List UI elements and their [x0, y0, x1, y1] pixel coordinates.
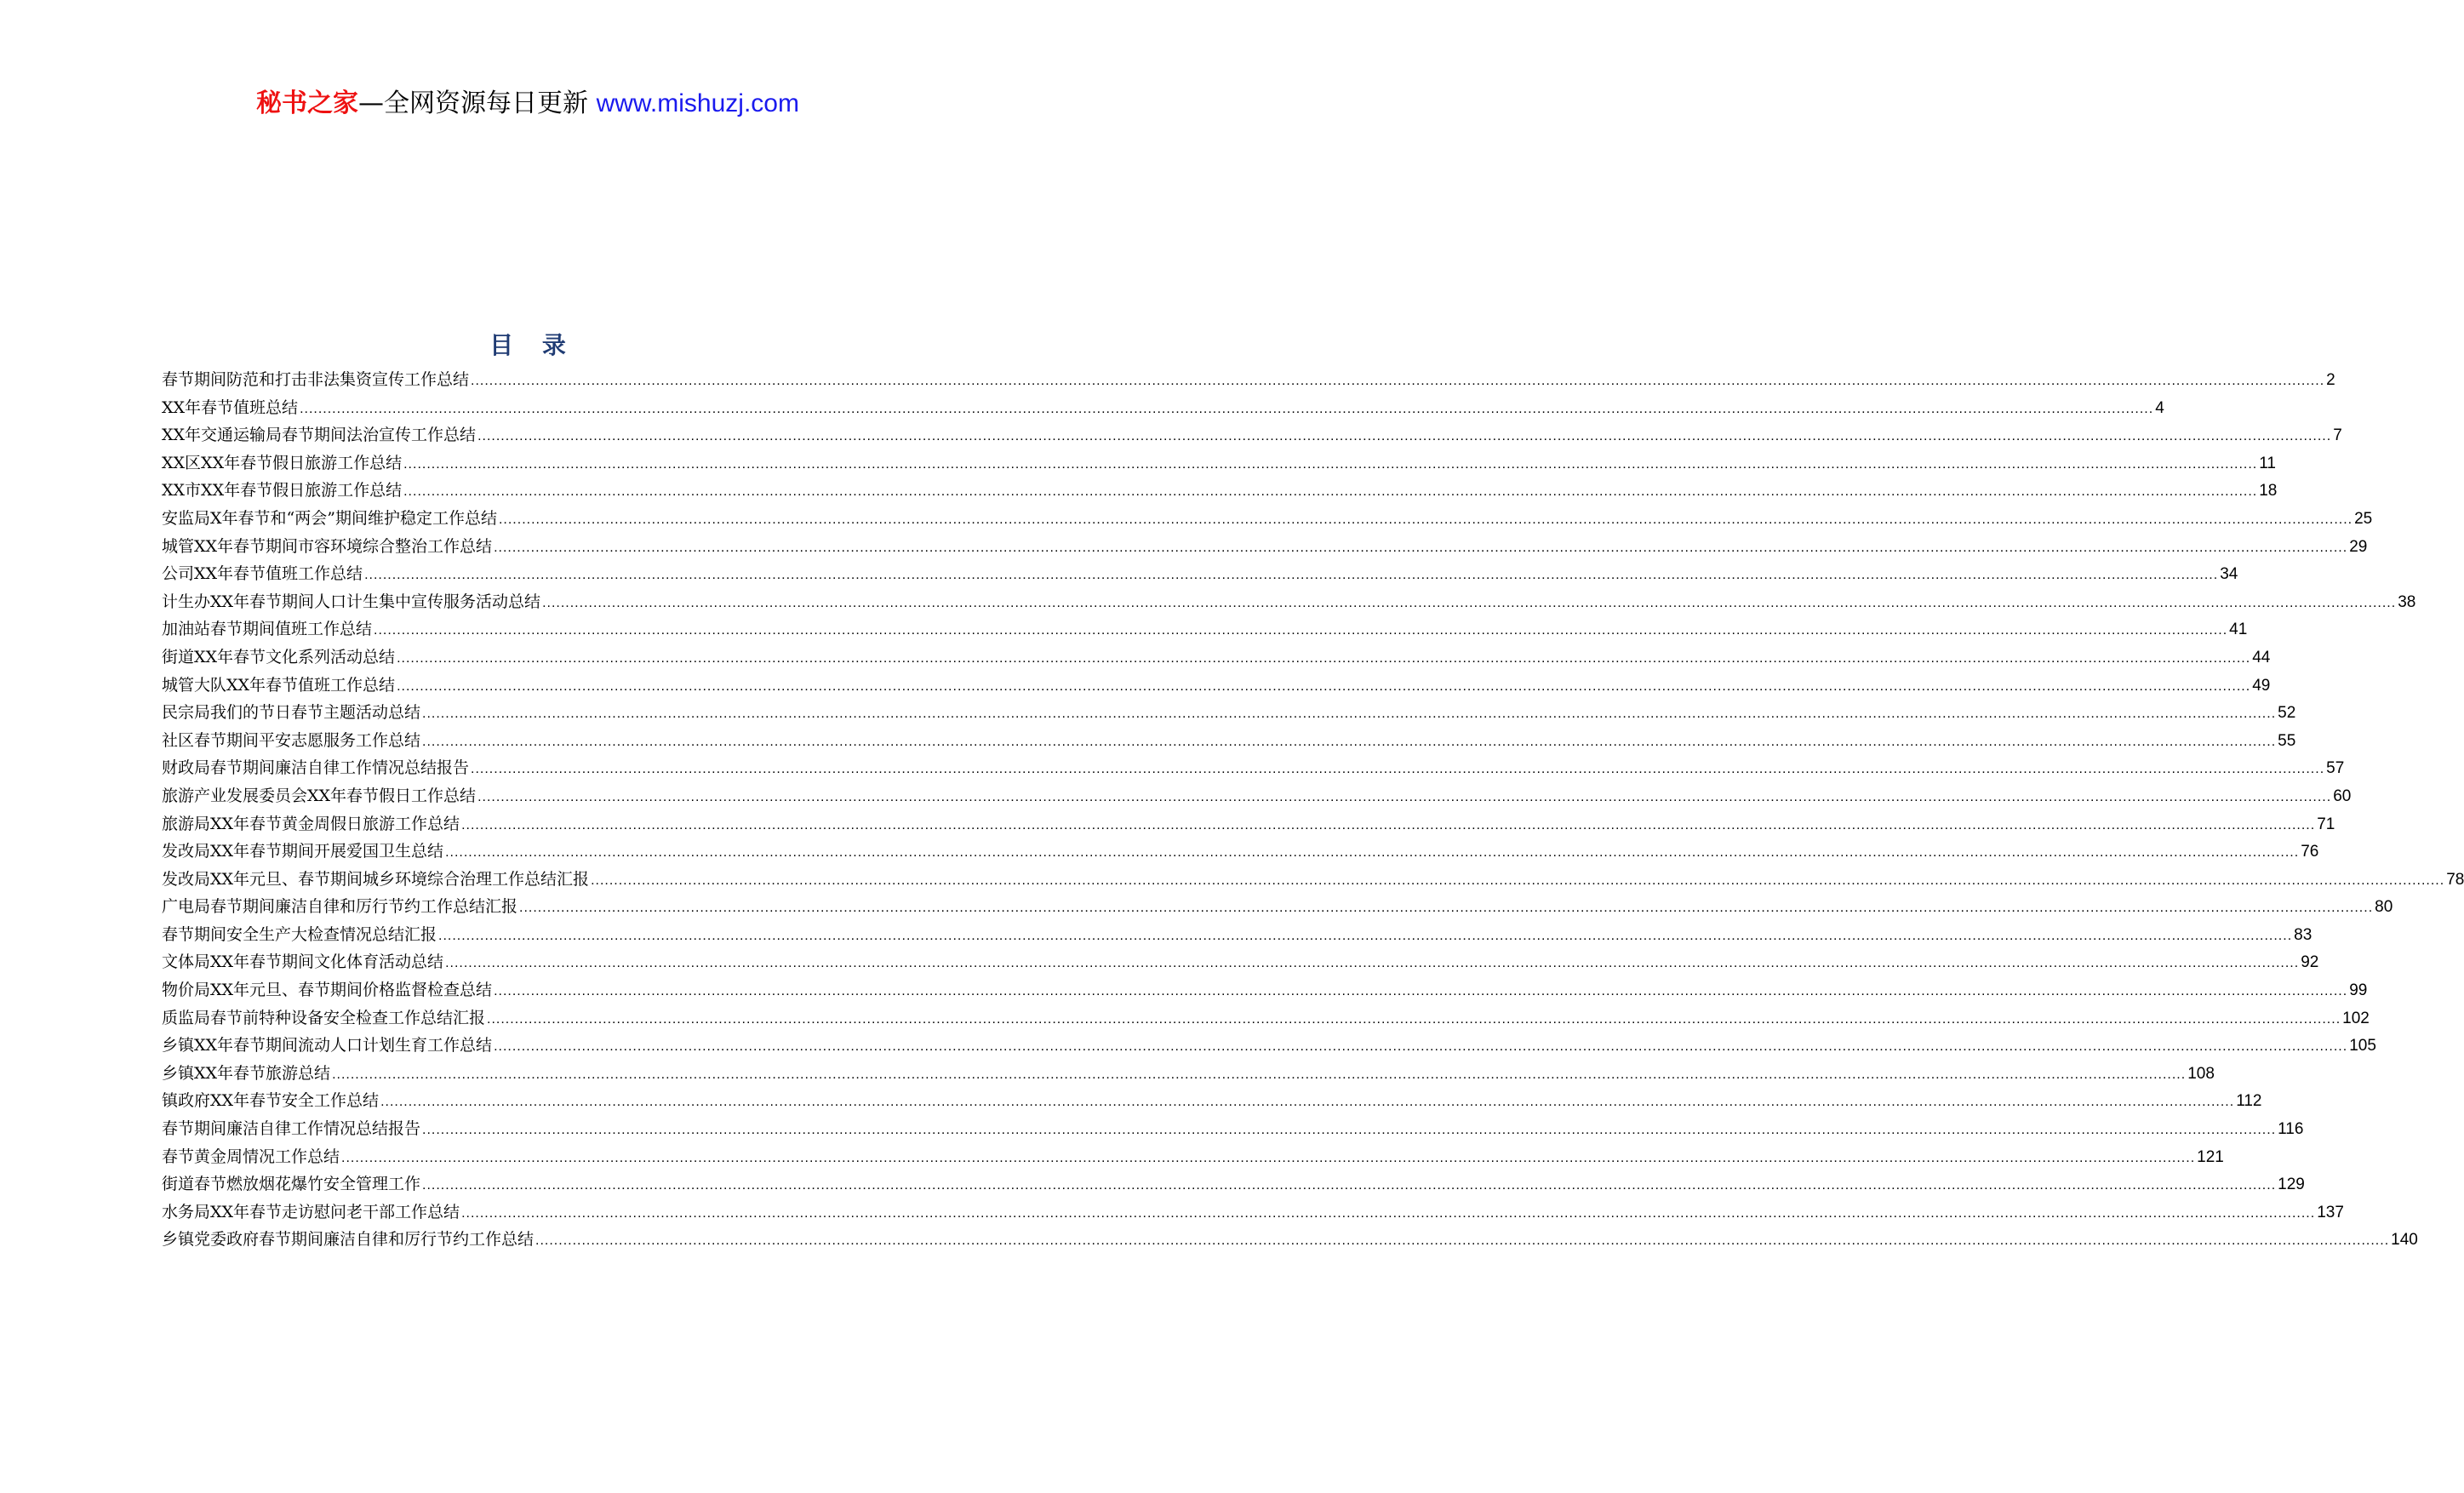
- dot-leader: ................................................................................................................................................................................................................................................................................................................................................................................................................: [445, 845, 2300, 861]
- toc-entry-page-number: 55: [2278, 731, 2296, 750]
- toc-entry-label: 街道春节燃放烟花爆竹安全管理工作: [162, 1175, 421, 1194]
- toc-entry[interactable]: [162, 1060, 2215, 1088]
- dot-leader: ................................................................................................................................................................................................................................................................................................................................................................................................................: [471, 374, 2325, 388]
- toc-entry-label: 计生办XX年春节期间人口计生集中宣传服务活动总结: [162, 592, 541, 611]
- toc-entry[interactable]: [162, 1170, 2305, 1198]
- toc-entry-page-number: 71: [2317, 815, 2335, 833]
- toc-entry[interactable]: [162, 866, 2464, 894]
- toc-entry-label: 城管大队XX年春节值班工作总结: [162, 675, 396, 695]
- toc-entry-label: 公司XX年春节值班工作总结: [162, 564, 363, 584]
- toc-entry[interactable]: [162, 838, 2319, 866]
- dot-leader: ................................................................................................................................................................................................................................................................................................................................................................................................................: [380, 1095, 2235, 1110]
- toc-entry-page-number: 4: [2155, 398, 2164, 417]
- banner-separator: —: [358, 89, 385, 118]
- toc-entry-page-number: 18: [2259, 482, 2278, 501]
- toc-entry-page-number: 140: [2391, 1231, 2418, 1250]
- toc-entry[interactable]: [162, 449, 2276, 478]
- dot-leader: ................................................................................................................................................................................................................................................................................................................................................................................................................: [397, 678, 2251, 694]
- toc-entry[interactable]: [162, 1198, 2344, 1227]
- toc-entry-page-number: 2: [2326, 371, 2335, 389]
- toc-entry-page-number: 25: [2354, 509, 2373, 528]
- banner-url-link[interactable]: www.mishuzj.com: [596, 89, 799, 117]
- toc-entry-page-number: 112: [2236, 1092, 2262, 1111]
- toc-entry-page-number: 76: [2301, 843, 2319, 861]
- dot-leader: ................................................................................................................................................................................................................................................................................................................................................................................................................: [477, 429, 2332, 444]
- toc-entry-label: 春节期间廉洁自律工作情况总结报告: [162, 1119, 421, 1139]
- toc-entry-label: 安监局X年春节和“两会”期间维护稳定工作总结: [162, 508, 497, 528]
- toc-entry[interactable]: [162, 893, 2393, 921]
- toc-entry-page-number: 108: [2187, 1064, 2215, 1083]
- dot-leader: ................................................................................................................................................................................................................................................................................................................................................................................................................: [364, 568, 2219, 583]
- toc-entry[interactable]: [162, 533, 2368, 561]
- toc-entry[interactable]: [162, 394, 2164, 422]
- toc-entry[interactable]: [162, 727, 2296, 755]
- table-of-contents: [162, 366, 2464, 1254]
- toc-entry-label: 发改局XX年元旦、春节期间城乡环境综合治理工作总结汇报: [162, 869, 590, 889]
- dot-leader: ................................................................................................................................................................................................................................................................................................................................................................................................................: [494, 540, 2348, 555]
- toc-entry-page-number: 49: [2252, 676, 2271, 695]
- toc-entry-page-number: 78: [2446, 870, 2464, 889]
- toc-entry-page-number: 137: [2317, 1203, 2344, 1221]
- dot-leader: ................................................................................................................................................................................................................................................................................................................................................................................................................: [461, 817, 2316, 832]
- dot-leader: ................................................................................................................................................................................................................................................................................................................................................................................................................: [498, 512, 2353, 527]
- toc-entry[interactable]: [162, 644, 2271, 672]
- toc-entry-page-number: 129: [2278, 1176, 2305, 1194]
- toc-entry[interactable]: [162, 810, 2335, 838]
- dot-leader: ................................................................................................................................................................................................................................................................................................................................................................................................................: [403, 484, 2258, 500]
- toc-title: 目 录: [489, 331, 576, 359]
- toc-entry[interactable]: [162, 754, 2345, 782]
- toc-entry-label: 发改局XX年春节期间开展爱国卫生总结: [162, 842, 444, 861]
- toc-entry-label: 广电局春节期间廉洁自律和厉行节约工作总结汇报: [162, 897, 518, 917]
- toc-entry-label: 社区春节期间平安志愿服务工作总结: [162, 730, 421, 750]
- toc-entry-page-number: 121: [2197, 1147, 2224, 1166]
- dot-leader: ................................................................................................................................................................................................................................................................................................................................................................................................................: [487, 1011, 2341, 1027]
- dot-leader: ................................................................................................................................................................................................................................................................................................................................................................................................................: [341, 1150, 2196, 1165]
- dot-leader: ................................................................................................................................................................................................................................................................................................................................................................................................................: [477, 789, 2332, 804]
- toc-entry-label: 乡镇XX年春节期间流动人口计划生育工作总结: [162, 1036, 493, 1055]
- toc-entry-label: 乡镇XX年春节旅游总结: [162, 1063, 331, 1083]
- toc-entry[interactable]: [162, 421, 2342, 449]
- toc-entry-label: 春节黄金周情况工作总结: [162, 1147, 340, 1166]
- dot-leader: ................................................................................................................................................................................................................................................................................................................................................................................................................: [542, 595, 2397, 610]
- dot-leader: ................................................................................................................................................................................................................................................................................................................................................................................................................: [422, 706, 2277, 722]
- banner-tagline: 全网资源每日更新: [384, 89, 589, 118]
- toc-entry-label: 乡镇党委政府春节期间廉洁自律和厉行节约工作总结: [162, 1230, 535, 1250]
- toc-entry[interactable]: [162, 948, 2319, 976]
- toc-entry-label: 质监局春节前特种设备安全检查工作总结汇报: [162, 1008, 486, 1027]
- dot-leader: ................................................................................................................................................................................................................................................................................................................................................................................................................: [461, 1205, 2316, 1221]
- toc-entry-page-number: 34: [2220, 565, 2238, 584]
- toc-entry-page-number: 29: [2349, 537, 2368, 556]
- toc-entry-label: 旅游局XX年春节黄金周假日旅游工作总结: [162, 814, 460, 833]
- toc-entry[interactable]: [162, 505, 2373, 533]
- toc-entry-label: 旅游产业发展委员会XX年春节假日工作总结: [162, 786, 477, 805]
- toc-entry-label: 民宗局我们的节日春节主题活动总结: [162, 703, 421, 723]
- dot-leader: ................................................................................................................................................................................................................................................................................................................................................................................................................: [471, 762, 2325, 777]
- toc-entry-page-number: 7: [2333, 426, 2342, 445]
- dot-leader: ................................................................................................................................................................................................................................................................................................................................................................................................................: [422, 734, 2277, 749]
- toc-entry[interactable]: [162, 1143, 2224, 1171]
- toc-entry-label: 物价局XX年元旦、春节期间价格监督检查总结: [162, 981, 493, 1000]
- toc-entry[interactable]: [162, 782, 2352, 810]
- toc-entry[interactable]: [162, 1004, 2370, 1033]
- toc-entry[interactable]: [162, 672, 2271, 700]
- dot-leader: ................................................................................................................................................................................................................................................................................................................................................................................................................: [403, 456, 2258, 472]
- toc-entry-label: 镇政府XX年春节安全工作总结: [162, 1091, 380, 1111]
- toc-entry-label: 加油站春节期间值班工作总结: [162, 620, 373, 639]
- toc-entry-label: 财政局春节期间廉洁自律工作情况总结报告: [162, 758, 470, 778]
- toc-entry-label: 春节期间防范和打击非法集资宣传工作总结: [162, 370, 470, 389]
- toc-entry-page-number: 11: [2259, 454, 2276, 472]
- toc-entry-page-number: 102: [2342, 1009, 2370, 1027]
- toc-entry-page-number: 116: [2278, 1120, 2304, 1139]
- dot-leader: ................................................................................................................................................................................................................................................................................................................................................................................................................: [494, 1039, 2348, 1055]
- banner-brand: 秘书之家: [256, 89, 359, 118]
- toc-entry[interactable]: [162, 921, 2313, 949]
- dot-leader: ................................................................................................................................................................................................................................................................................................................................................................................................................: [332, 1067, 2187, 1082]
- dot-leader: ................................................................................................................................................................................................................................................................................................................................................................................................................: [422, 1178, 2277, 1193]
- toc-entry-page-number: 105: [2349, 1037, 2376, 1055]
- toc-entry-label: XX区XX年春节假日旅游工作总结: [162, 453, 403, 472]
- dot-leader: ................................................................................................................................................................................................................................................................................................................................................................................................................: [519, 901, 2374, 916]
- toc-entry-label: 街道XX年春节文化系列活动总结: [162, 647, 396, 666]
- toc-entry-page-number: 41: [2229, 621, 2248, 639]
- dot-leader: ................................................................................................................................................................................................................................................................................................................................................................................................................: [445, 956, 2300, 971]
- toc-entry-label: 水务局XX年春节走访慰问老干部工作总结: [162, 1202, 460, 1221]
- toc-entry[interactable]: [162, 366, 2335, 394]
- dot-leader: ................................................................................................................................................................................................................................................................................................................................................................................................................: [300, 401, 2154, 416]
- toc-entry[interactable]: [162, 615, 2248, 644]
- toc-entry[interactable]: [162, 699, 2296, 727]
- toc-entry-page-number: 92: [2301, 953, 2319, 972]
- toc-entry[interactable]: [162, 1115, 2304, 1143]
- toc-entry[interactable]: [162, 477, 2278, 505]
- toc-entry[interactable]: [162, 588, 2416, 616]
- toc-entry[interactable]: [162, 1226, 2418, 1254]
- toc-entry-page-number: 60: [2333, 787, 2352, 805]
- dot-leader: ................................................................................................................................................................................................................................................................................................................................................................................................................: [422, 1123, 2277, 1138]
- dot-leader: ................................................................................................................................................................................................................................................................................................................................................................................................................: [591, 872, 2445, 888]
- toc-entry[interactable]: [162, 1032, 2376, 1060]
- toc-entry-label: 春节期间安全生产大检查情况总结汇报: [162, 924, 437, 944]
- toc-entry-label: XX年交通运输局春节期间法治宣传工作总结: [162, 426, 477, 445]
- site-banner: [0, 85, 1055, 123]
- dot-leader: ................................................................................................................................................................................................................................................................................................................................................................................................................: [374, 623, 2228, 638]
- toc-entry-label: XX年春节值班总结: [162, 398, 299, 417]
- toc-entry-page-number: 80: [2375, 898, 2393, 917]
- toc-entry-page-number: 57: [2326, 759, 2345, 778]
- toc-entry[interactable]: [162, 976, 2368, 1004]
- dot-leader: ................................................................................................................................................................................................................................................................................................................................................................................................................: [438, 928, 2293, 943]
- dot-leader: ................................................................................................................................................................................................................................................................................................................................................................................................................: [494, 984, 2348, 999]
- toc-entry-label: 文体局XX年春节期间文化体育活动总结: [162, 952, 444, 972]
- toc-entry-page-number: 44: [2252, 648, 2271, 666]
- toc-entry[interactable]: [162, 1087, 2262, 1115]
- toc-entry-label: 城管XX年春节期间市容环境综合整治工作总结: [162, 536, 493, 556]
- toc-entry-page-number: 83: [2294, 925, 2313, 944]
- toc-entry-page-number: 52: [2278, 704, 2296, 723]
- dot-leader: ................................................................................................................................................................................................................................................................................................................................................................................................................: [535, 1233, 2390, 1249]
- toc-entry[interactable]: [162, 560, 2238, 588]
- toc-entry-page-number: 99: [2349, 981, 2368, 1000]
- dot-leader: ................................................................................................................................................................................................................................................................................................................................................................................................................: [397, 650, 2251, 666]
- toc-entry-page-number: 38: [2398, 592, 2416, 611]
- toc-entry-label: XX市XX年春节假日旅游工作总结: [162, 481, 403, 501]
